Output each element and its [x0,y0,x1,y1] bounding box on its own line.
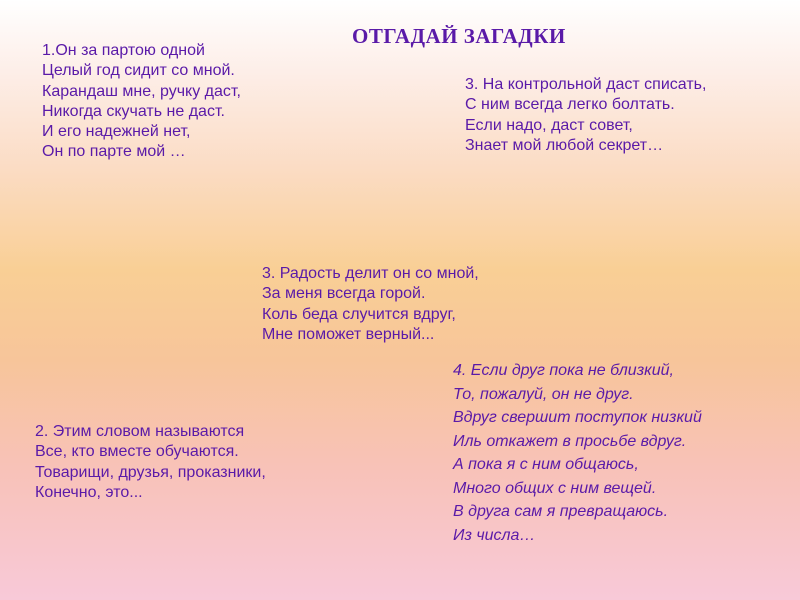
riddle-line: И его надежней нет, [42,123,191,141]
riddle-line: Все, кто вместе обучаются. [35,443,239,461]
riddle-line: С ним всегда легко болтать. [465,96,675,114]
riddle-line: Никогда скучать не даст. [42,102,225,120]
riddle-line: 2. Этим словом называются [35,423,245,440]
riddle-3 [262,264,479,345]
riddle-line: Иль откажет в просьбе вдруг. [453,432,687,450]
riddle-4 [453,359,702,547]
riddle-2 [465,75,706,156]
riddle-line: Мне поможет верный... [262,325,435,343]
riddle-line: В друга сам я превращаюсь. [453,503,669,520]
riddle-line: За меня всегда горой. [262,285,426,303]
riddle-line: Он по парте мой … [42,143,186,161]
riddle-line: Много общих с ним вещей. [453,479,657,497]
riddle-line: 4. Если друг пока не близкий, [453,362,674,379]
riddle-line: Вдруг свершит поступок низкий [453,409,702,426]
riddle-line: Карандаш мне, ручку даст, [42,82,241,100]
riddle-line: 1.Он за партою одной [42,42,205,59]
riddle-5 [35,422,266,503]
riddle-line: То, пожалуй, он не друг. [453,385,634,403]
riddle-line: Из числа… [453,526,536,544]
riddle-line: 3. Радость делит он со мной, [262,265,479,282]
riddle-line: Если надо, даст совет, [465,116,633,134]
riddle-line: Целый год сидит со мной. [42,62,235,80]
riddle-line: Знает мой любой секрет… [465,136,664,154]
riddle-line: Конечно, это... [35,483,143,501]
page-title: ОТГАДАЙ ЗАГАДКИ [352,24,566,48]
riddle-line: 3. На контрольной даст списать, [465,76,707,93]
riddle-line: Товарищи, друзья, проказники, [35,463,266,481]
riddle-1 [42,41,241,163]
riddle-line: Коль беда случится вдруг, [262,305,456,323]
riddle-line: А пока я с ним общаюсь, [453,456,639,473]
